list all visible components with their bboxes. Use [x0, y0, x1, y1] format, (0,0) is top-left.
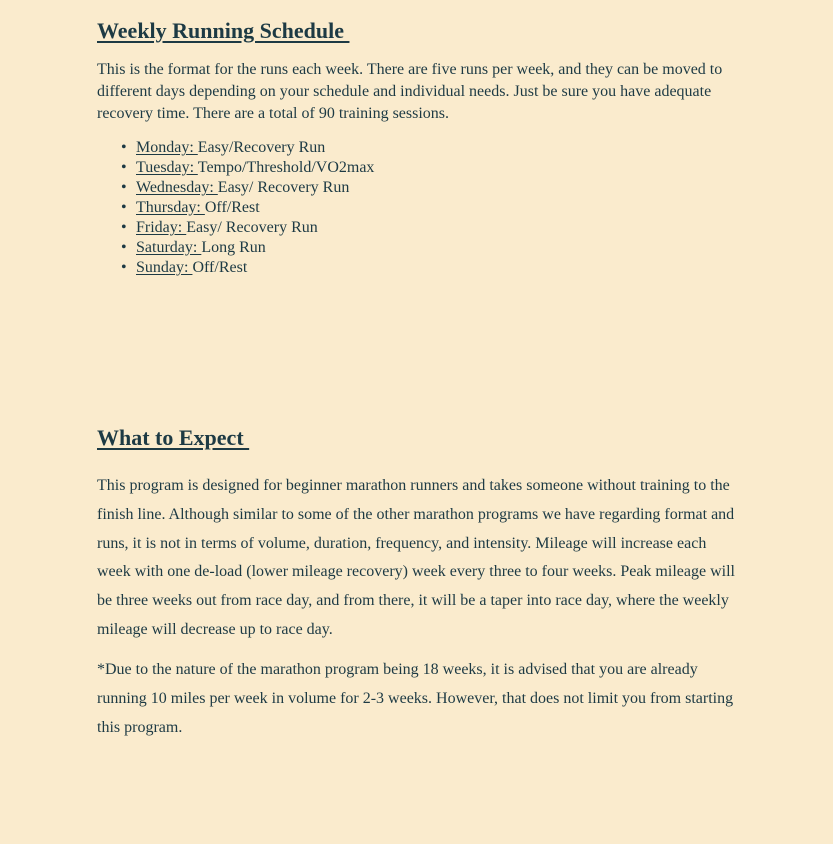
day-label: Monday: [136, 139, 198, 156]
day-activity: Off/Rest [204, 199, 260, 216]
list-item-sunday [136, 258, 374, 278]
weekly-schedule-list [97, 138, 374, 278]
list-item-friday [136, 218, 374, 238]
schedule-intro-paragraph: This is the format for the runs each week. There are five runs per week, and they can be moved to different days depending on your schedule and individual needs. Just be sure you have adequate recovery time. There are a total of 90 training sessions. [97, 61, 723, 122]
list-item-thursday [136, 198, 374, 218]
day-label: Thursday: [136, 199, 205, 216]
day-label: Friday: [136, 219, 187, 236]
day-activity: Easy/Recovery Run [197, 139, 326, 156]
day-activity: Long Run [201, 239, 266, 256]
day-label: Wednesday: [136, 179, 218, 196]
list-item-monday [136, 138, 374, 158]
list-item-saturday [136, 238, 374, 258]
day-label: Tuesday: [136, 159, 198, 176]
weekly-schedule-heading: Weekly Running Schedule [97, 18, 350, 43]
day-label: Sunday: [136, 259, 193, 276]
expect-paragraph-1: This program is designed for beginner marathon runners and takes someone without training to the finish line. Although similar to some of the other marathon programs we have regarding format and runs, it is not in terms of volume, duration, frequency, and intensity. Mileage will increase each week with one de-load (lower mileage recovery) week every three to four weeks. Peak mileage will be three weeks out from race day, and from there, it will be a taper into race day, where the weekly mileage will decrease up to race day. [97, 477, 735, 638]
expect-paragraph-2: *Due to the nature of the marathon program being 18 weeks, it is advised that you are already running 10 miles per week in volume for 2-3 weeks. However, that does not limit you from starting this program. [97, 661, 734, 736]
list-item-tuesday [136, 158, 374, 178]
day-activity: Easy/ Recovery Run [186, 219, 318, 236]
day-activity: Off/Rest [192, 259, 248, 276]
day-activity: Tempo/Threshold/VO2max [197, 159, 375, 176]
day-label: Saturday: [136, 239, 202, 256]
list-item-wednesday [136, 178, 374, 198]
what-to-expect-heading: What to Expect [97, 425, 250, 450]
day-activity: Easy/ Recovery Run [217, 179, 350, 196]
